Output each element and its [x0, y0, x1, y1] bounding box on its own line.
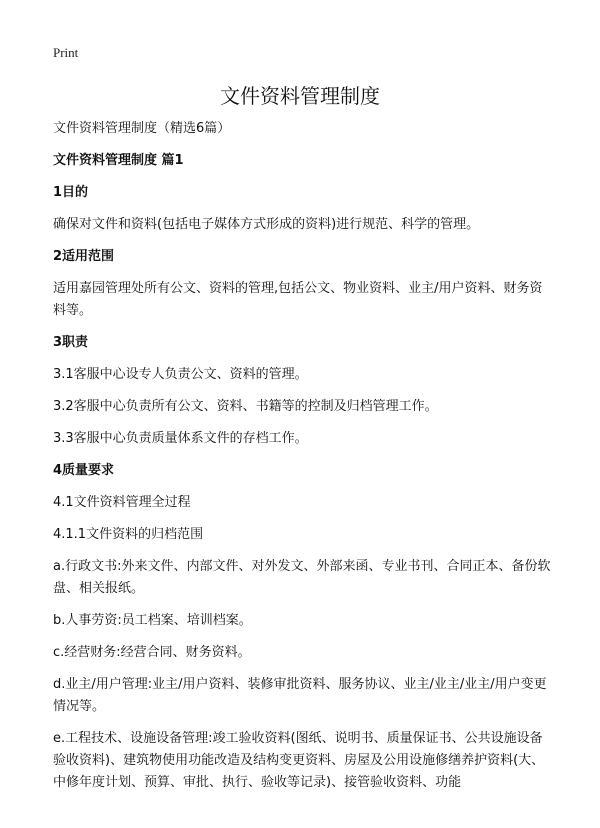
list-item-e: e.工程技术、设施设备管理:竣工验收资料(图纸、说明书、质量保证书、公共设施设备验收资料)、建筑物使用功能改造及结构变更资料、房屋及公用设施修缮养护资料(大、中修年度计划、预算、审批、执行、验收等记录)、接管验收资料、功能	[53, 731, 545, 790]
paragraph-3-3: 3.3客服中心负责质量体系文件的存档工作。	[53, 431, 308, 446]
section-title: 文件资料管理制度 篇1	[53, 153, 184, 168]
paragraph-3-2: 3.2客服中心负责所有公文、资料、书籍等的控制及归档管理工作。	[53, 399, 438, 414]
print-label: Print	[53, 45, 79, 60]
heading-responsibilities: 3职责	[53, 335, 89, 350]
paragraph-4-1: 4.1文件资料管理全过程	[53, 495, 191, 510]
list-item-c: c.经营财务:经营合同、财务资料。	[53, 645, 251, 660]
paragraph-purpose: 确保对文件和资料(包括电子媒体方式形成的资料)进行规范、科学的管理。	[53, 217, 480, 232]
paragraph-4-1-1: 4.1.1文件资料的归档范围	[53, 527, 204, 542]
list-item-b: b.人事劳资:员工档案、培训档案。	[53, 613, 252, 628]
document-subtitle: 文件资料管理制度（精选6篇）	[53, 121, 231, 136]
heading-scope: 2适用范围	[53, 249, 115, 264]
list-item-d: d.业主/用户管理:业主/用户资料、装修审批资料、服务协议、业主/业主/业主/用户变更情况等。	[53, 677, 547, 714]
heading-quality-requirements: 4质量要求	[53, 463, 115, 478]
page-title: 文件资料管理制度	[220, 84, 380, 108]
document-body	[53, 118, 553, 804]
paragraph-scope: 适用嘉园管理处所有公文、资料的管理,包括公文、物业资料、业主/用户资料、财务资料等。	[53, 281, 543, 318]
heading-purpose: 1目的	[53, 185, 89, 200]
paragraph-3-1: 3.1客服中心设专人负责公文、资料的管理。	[53, 367, 308, 382]
list-item-a: a.行政文书:外来文件、内部文件、对外发文、外部来函、专业书刊、合同正本、备份软盘、相关报纸。	[53, 559, 551, 596]
